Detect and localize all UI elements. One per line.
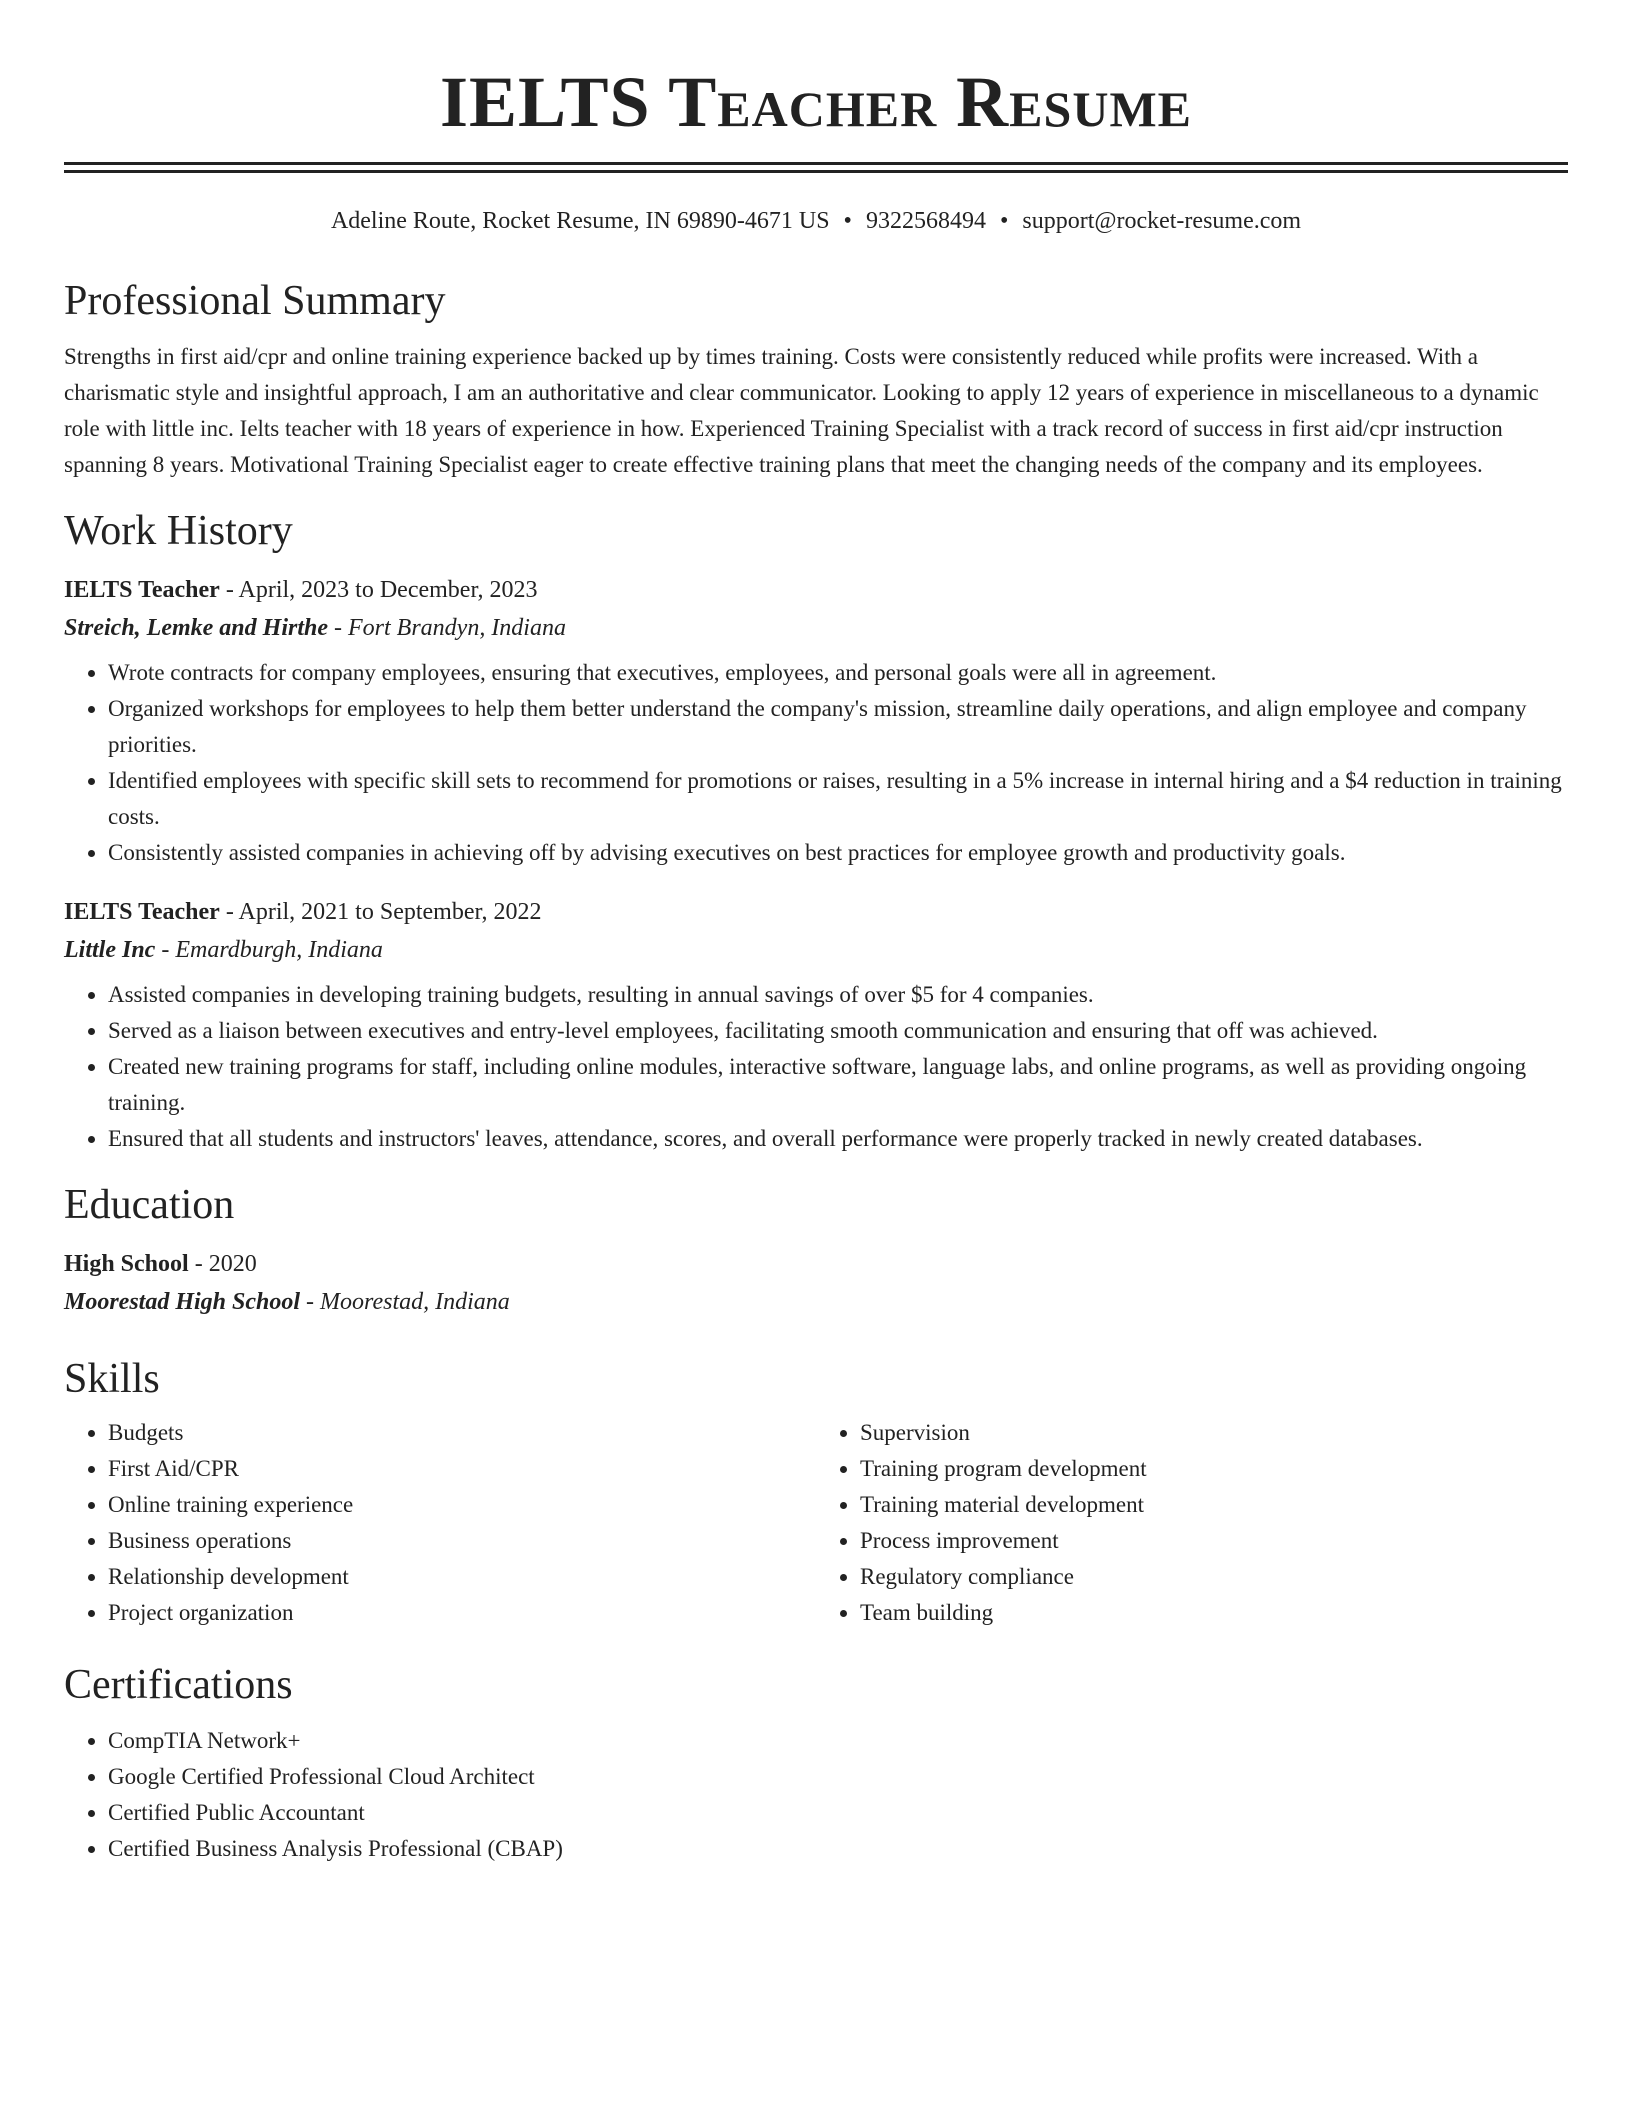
work-history-heading: Work History bbox=[64, 508, 293, 554]
skills-list-right bbox=[816, 1415, 1568, 1631]
job-title-line bbox=[64, 893, 1568, 931]
job-title: IELTS Teacher bbox=[64, 899, 220, 925]
job-bullets bbox=[64, 977, 1568, 1157]
skill-item: • Relationship development bbox=[108, 1559, 816, 1595]
skill-item: • Team building bbox=[860, 1595, 1568, 1631]
job-company-line bbox=[64, 931, 1568, 969]
skills-columns bbox=[64, 1415, 1568, 1631]
job-bullet: • Served as a liaison between executives and entry-level employees, facilitating smooth communication and ensuring that off was achieved. bbox=[108, 1013, 1568, 1049]
skill-item: • Business operations bbox=[108, 1523, 816, 1559]
job-bullet: • Consistently assisted companies in achieving off by advising executives on best practices for employee growth and productivity goals. bbox=[108, 835, 1568, 871]
certification-item: • Certified Business Analysis Professional (CBAP) bbox=[108, 1831, 1568, 1867]
job-title: IELTS Teacher bbox=[64, 577, 220, 603]
education-heading: Education bbox=[64, 1182, 235, 1228]
rule-bottom bbox=[64, 170, 1568, 173]
skills-list-left bbox=[64, 1415, 816, 1631]
skill-item: • Regulatory compliance bbox=[860, 1559, 1568, 1595]
summary-heading: Professional Summary bbox=[64, 278, 446, 324]
job-location: - Emardburgh, Indiana bbox=[155, 937, 383, 963]
certifications-heading: Certifications bbox=[64, 1662, 293, 1708]
skills-section bbox=[64, 1353, 1568, 1631]
job-bullets bbox=[64, 655, 1568, 871]
skills-heading: Skills bbox=[64, 1356, 160, 1402]
contact-separator: • bbox=[999, 208, 1009, 234]
job-bullet: • Wrote contracts for company employees, ensuring that executives, employees, and personal goals were all in agreement. bbox=[108, 655, 1568, 691]
job-entry bbox=[64, 893, 1568, 1157]
skill-item: • Supervision bbox=[860, 1415, 1568, 1451]
education-degree-line bbox=[64, 1245, 1568, 1283]
certification-item: • CompTIA Network+ bbox=[108, 1723, 1568, 1759]
certification-item: • Certified Public Accountant bbox=[108, 1795, 1568, 1831]
contact-line bbox=[64, 205, 1568, 237]
skill-item: • Budgets bbox=[108, 1415, 816, 1451]
skill-item: • Training material development bbox=[860, 1487, 1568, 1523]
job-bullet: • Ensured that all students and instructors' leaves, attendance, scores, and overall performance were properly tracked in newly created databases. bbox=[108, 1121, 1568, 1157]
skill-item: • Online training experience bbox=[108, 1487, 816, 1523]
contact-separator: • bbox=[843, 208, 852, 234]
job-bullet: • Organized workshops for employees to help them better understand the company's mission, streamline daily operations, and align employee and company priorities. bbox=[108, 691, 1568, 763]
contact-phone: 9322568494 bbox=[865, 208, 986, 234]
education-degree: High School bbox=[64, 1251, 189, 1277]
certification-item: • Google Certified Professional Cloud Architect bbox=[108, 1759, 1568, 1795]
contact-email: support@rocket-resume.com bbox=[1022, 208, 1302, 234]
job-bullet: • Assisted companies in developing training budgets, resulting in annual savings of over $5 for 4 companies. bbox=[108, 977, 1568, 1013]
job-bullet: • Created new training programs for staff, including online modules, interactive software, language labs, and online programs, as well as providing ongoing training. bbox=[108, 1049, 1568, 1121]
skill-item: • Project organization bbox=[108, 1595, 816, 1631]
summary-section bbox=[64, 275, 1568, 483]
education-school: Moorestad High School bbox=[64, 1289, 301, 1315]
resume-title: IELTS Teacher Resume bbox=[440, 62, 1192, 142]
work-history-section bbox=[64, 505, 1568, 1157]
job-title-line bbox=[64, 571, 1568, 609]
job-bullet: • Identified employees with specific skill sets to recommend for promotions or raises, resulting in a 5% increase in internal hiring and a $4 reduction in training costs. bbox=[108, 763, 1568, 835]
rule-top bbox=[64, 162, 1568, 165]
contact-address: Adeline Route, Rocket Resume, IN 69890-4671 US bbox=[330, 208, 830, 234]
skill-item: • Process improvement bbox=[860, 1523, 1568, 1559]
job-dates: - April, 2021 to September, 2022 bbox=[219, 899, 542, 925]
title-double-rule bbox=[64, 162, 1568, 173]
skill-item: • Training program development bbox=[860, 1451, 1568, 1487]
education-location: - Moorestad, Indiana bbox=[300, 1289, 510, 1315]
job-dates: - April, 2023 to December, 2023 bbox=[219, 577, 538, 603]
education-section bbox=[64, 1179, 1568, 1321]
job-entry bbox=[64, 571, 1568, 871]
certifications-section bbox=[64, 1659, 1568, 1867]
certifications-list bbox=[64, 1723, 1568, 1867]
job-company: Little Inc bbox=[64, 937, 156, 963]
job-company: Streich, Lemke and Hirthe bbox=[64, 615, 328, 641]
education-year: - 2020 bbox=[188, 1251, 257, 1277]
education-school-line bbox=[64, 1283, 1568, 1321]
summary-text: Strengths in first aid/cpr and online training experience backed up by times training. Costs were consistently reduced while profits were increased. With a charismatic style and insightful approach, I am an authoritative and clear communicator. Looking to apply 12 years of experience in miscellaneous to a dynamic role with little inc. Ielts teacher with 18 years of experience in how. Experienced Training Specialist with a track record of success in first aid/cpr instruction spanning 8 years. Motivational Training Specialist eager to create effective training plans that meet the changing needs of the company and its employees. bbox=[64, 344, 1539, 477]
skill-item: • First Aid/CPR bbox=[108, 1451, 816, 1487]
job-location: - Fort Brandyn, Indiana bbox=[328, 615, 566, 641]
job-company-line bbox=[64, 609, 1568, 647]
